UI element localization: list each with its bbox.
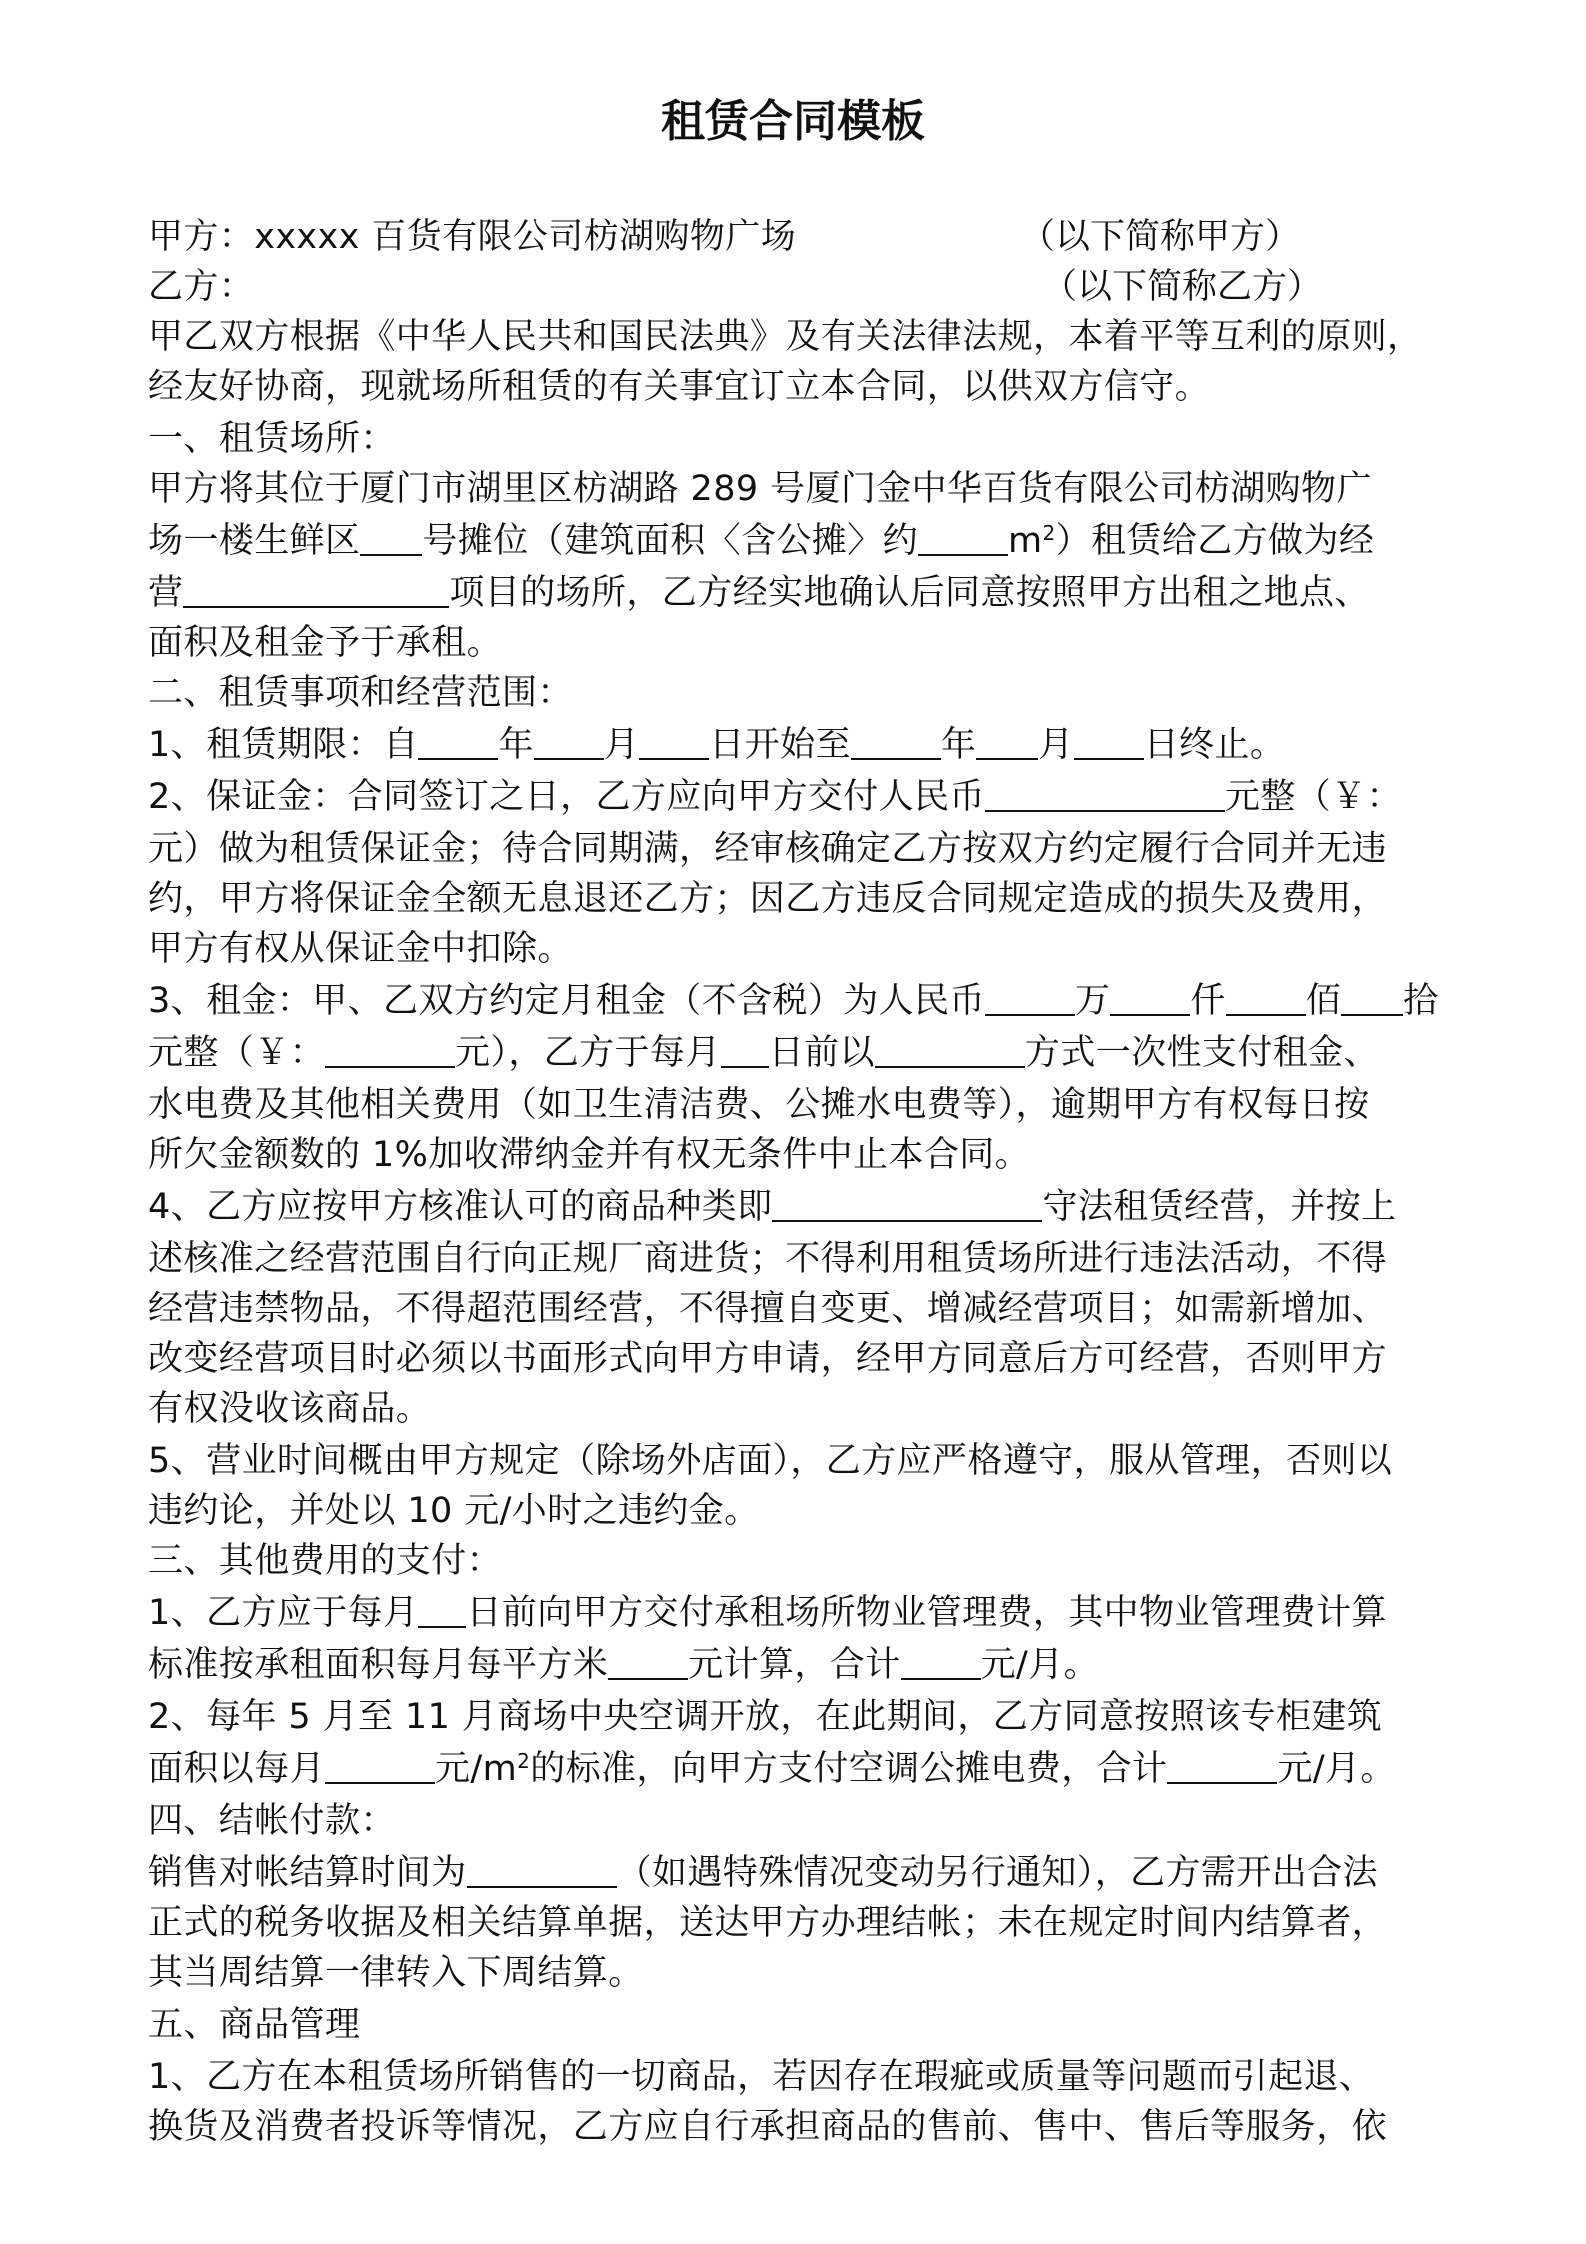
clause-text: 仟 (1190, 981, 1226, 1021)
clause-text: 日前向甲方交付承租场所物业管理费，其中物业管理费计算 (466, 1593, 1387, 1633)
clause-text: 3、租金：甲、乙双方约定月租金（不含税）为人民币 (148, 981, 985, 1021)
clause-text: ）租赁给乙方做为经 (1055, 521, 1375, 561)
blank-rent-wan (985, 980, 1075, 1016)
clause-text: 4、乙方应按甲方核准认可的商品种类即 (148, 1187, 773, 1227)
blank-rent-qian (1110, 980, 1190, 1016)
section-heading: 二、租赁事项和经营范围： (148, 673, 573, 713)
clause-text: 年 (940, 725, 977, 765)
blank-area (918, 520, 1008, 556)
clause-text: 日前以 (768, 1033, 875, 1073)
clause-text: （如遇特殊情况变动另行通知），乙方需开出合法 (616, 1853, 1378, 1893)
party-b-note: （以下简称乙方） (1042, 267, 1323, 307)
blank-rent-shi (1341, 980, 1403, 1016)
clause-line: 正式的税务收据及相关结算单据，送达甲方办理结帐；未在规定时间内结算者， (148, 1903, 1388, 1943)
clause-text: 日开始至 (709, 725, 851, 765)
blank-business-item (183, 572, 449, 608)
clause-line (148, 1182, 1397, 1232)
clause-text: 场一楼生鲜区 (148, 521, 361, 561)
clause-line: 水电费及其他相关费用（如卫生清洁费、公摊水电费等），逾期甲方有权每日按 (148, 1085, 1370, 1125)
clause-text: 元/月。 (1277, 1749, 1396, 1789)
blank-start-day (639, 724, 709, 760)
clause-line (148, 772, 1402, 822)
clause-text: 万 (1074, 981, 1111, 1021)
clause-text: 的标准，向甲方支付空调公摊电费，合计 (530, 1749, 1168, 1789)
clause-text: 元整（￥： (1224, 777, 1402, 817)
party-a-note: （以下简称甲方） (1020, 217, 1301, 257)
blank-mgmt-day (418, 1592, 466, 1628)
unit-text: 元/m (435, 1749, 518, 1789)
clause-line: 面积及租金予于承租。 (148, 623, 503, 663)
document-title: 租赁合同模板 (661, 96, 925, 147)
clause-text: 日终止。 (1143, 725, 1286, 765)
superscript: 2 (1042, 521, 1056, 545)
clause-text: 营 (148, 573, 184, 613)
intro-line: 经友好协商，现就场所租赁的有关事宜订立本合同，以供双方信守。 (148, 367, 1211, 407)
clause-line: 有权没收该商品。 (148, 1389, 432, 1429)
clause-text: 年 (498, 725, 534, 765)
section-heading: 五、商品管理 (148, 2005, 361, 2045)
clause-line: 经营违禁物品，不得超范围经营，不得擅自变更、增减经营项目；如需新增加、 (148, 1289, 1388, 1329)
clause-text: 标准按承租面积每月每平方米 (148, 1645, 609, 1685)
clause-text: 元/月。 (980, 1645, 1100, 1685)
intro-line: 甲乙双方根据《中华人民共和国民法典》及有关法律法规，本着平等互利的原则， (148, 317, 1423, 357)
clause-line: 元）做为租赁保证金；待合同期满，经审核确定乙方按双方约定履行合同并无违 (148, 829, 1388, 869)
clause-line (148, 516, 1374, 566)
blank-deposit (985, 776, 1225, 812)
clause-line (148, 568, 1370, 618)
clause-line: 甲方有权从保证金中扣除。 (148, 929, 573, 969)
clause-line (148, 1588, 1387, 1638)
clause-line: 换货及消费者投诉等情况，乙方应自行承担商品的售前、售中、售后等服务，依 (148, 2107, 1388, 2147)
clause-line: 2、每年 5 月至 11 月商场中央空调开放，在此期间，乙方同意按照该专柜建筑 (148, 1697, 1383, 1737)
blank-rent-bai (1226, 980, 1306, 1016)
clause-line: 5、营业时间概由甲方规定（除场外店面），乙方应严格遵守，服从管理，否则以 (148, 1441, 1393, 1481)
section-heading: 四、结帐付款： (148, 1801, 396, 1841)
clause-text: 元），乙方于每月 (455, 1033, 721, 1073)
clause-text: 1、乙方应于每月 (148, 1593, 419, 1633)
blank-end-month (976, 724, 1038, 760)
clause-text: 1、租赁期限：自 (148, 725, 419, 765)
clause-line: 改变经营项目时必须以书面形式向甲方申请，经甲方同意后方可经营，否则甲方 (148, 1339, 1388, 1379)
clause-text: 方式一次性支付租金、 (1024, 1033, 1379, 1073)
clause-line: 违约论，并处以 10 元/小时之违约金。 (148, 1491, 760, 1531)
clause-line (148, 1744, 1396, 1794)
blank-rent-amount (325, 1032, 455, 1068)
clause-line: 甲方将其位于厦门市湖里区枋湖路 289 号厦门金中华百货有限公司枋湖购物广 (148, 469, 1372, 509)
clause-line (148, 1028, 1379, 1078)
party-a-line (148, 212, 796, 262)
unit-text: m (1008, 521, 1043, 561)
clause-line: 约，甲方将保证金全额无息退还乙方；因乙方违反合同规定造成的损失及费用， (148, 879, 1388, 919)
blank-ac-total (1167, 1748, 1277, 1784)
section-heading: 一、租赁场所： (148, 419, 396, 459)
blank-pay-method (875, 1032, 1025, 1068)
clause-text: 元计算，合计 (688, 1645, 901, 1685)
clause-text: 2、保证金：合同签订之日，乙方应向甲方交付人民币 (148, 777, 985, 817)
clause-line (148, 1640, 1099, 1690)
blank-stall-number (360, 520, 422, 556)
clause-text: 面积以每月 (148, 1749, 326, 1789)
clause-line: 其当周结算一律转入下周结算。 (148, 1953, 644, 1993)
clause-line (148, 976, 1439, 1026)
clause-text: 销售对帐结算时间为 (148, 1853, 467, 1893)
superscript: 2 (517, 1749, 531, 1773)
clause-text: 守法租赁经营，并按上 (1042, 1187, 1397, 1227)
clause-line (148, 1848, 1378, 1898)
clause-text: 月 (603, 725, 640, 765)
blank-start-month (534, 724, 604, 760)
clause-line: 1、乙方在本租赁场所销售的一切商品，若因存在瑕疵或质量等问题而引起退、 (148, 2057, 1375, 2097)
blank-mgmt-rate (608, 1644, 688, 1680)
blank-mgmt-total (901, 1644, 981, 1680)
clause-line (148, 720, 1285, 770)
clause-text: 月 (1038, 725, 1074, 765)
blank-end-year (851, 724, 941, 760)
party-a: 甲方：xxxxx 百货有限公司枋湖购物广场 (148, 217, 797, 257)
clause-line: 述核准之经营范围自行向正规厂商进货；不得利用租赁场所进行违法活动，不得 (148, 1239, 1388, 1279)
blank-pay-day (721, 1032, 769, 1068)
clause-text: 佰 (1305, 981, 1342, 1021)
clause-text: 号摊位（建筑面积〈含公摊〉约 (422, 521, 919, 561)
clause-text: 元整（￥： (148, 1033, 326, 1073)
blank-settlement-time (467, 1852, 617, 1888)
blank-ac-rate (325, 1748, 435, 1784)
clause-line: 所欠金额数的 1%加收滞纳金并有权无条件中止本合同。 (148, 1135, 1031, 1175)
clause-text: 项目的场所，乙方经实地确认后同意按照甲方出租之地点、 (449, 573, 1370, 613)
section-heading: 三、其他费用的支付： (148, 1541, 503, 1581)
blank-end-day (1074, 724, 1144, 760)
blank-goods-category (772, 1186, 1042, 1222)
clause-text: 拾 (1403, 981, 1439, 1021)
blank-start-year (418, 724, 498, 760)
party-b-line (148, 262, 254, 312)
party-b: 乙方： (148, 267, 255, 307)
